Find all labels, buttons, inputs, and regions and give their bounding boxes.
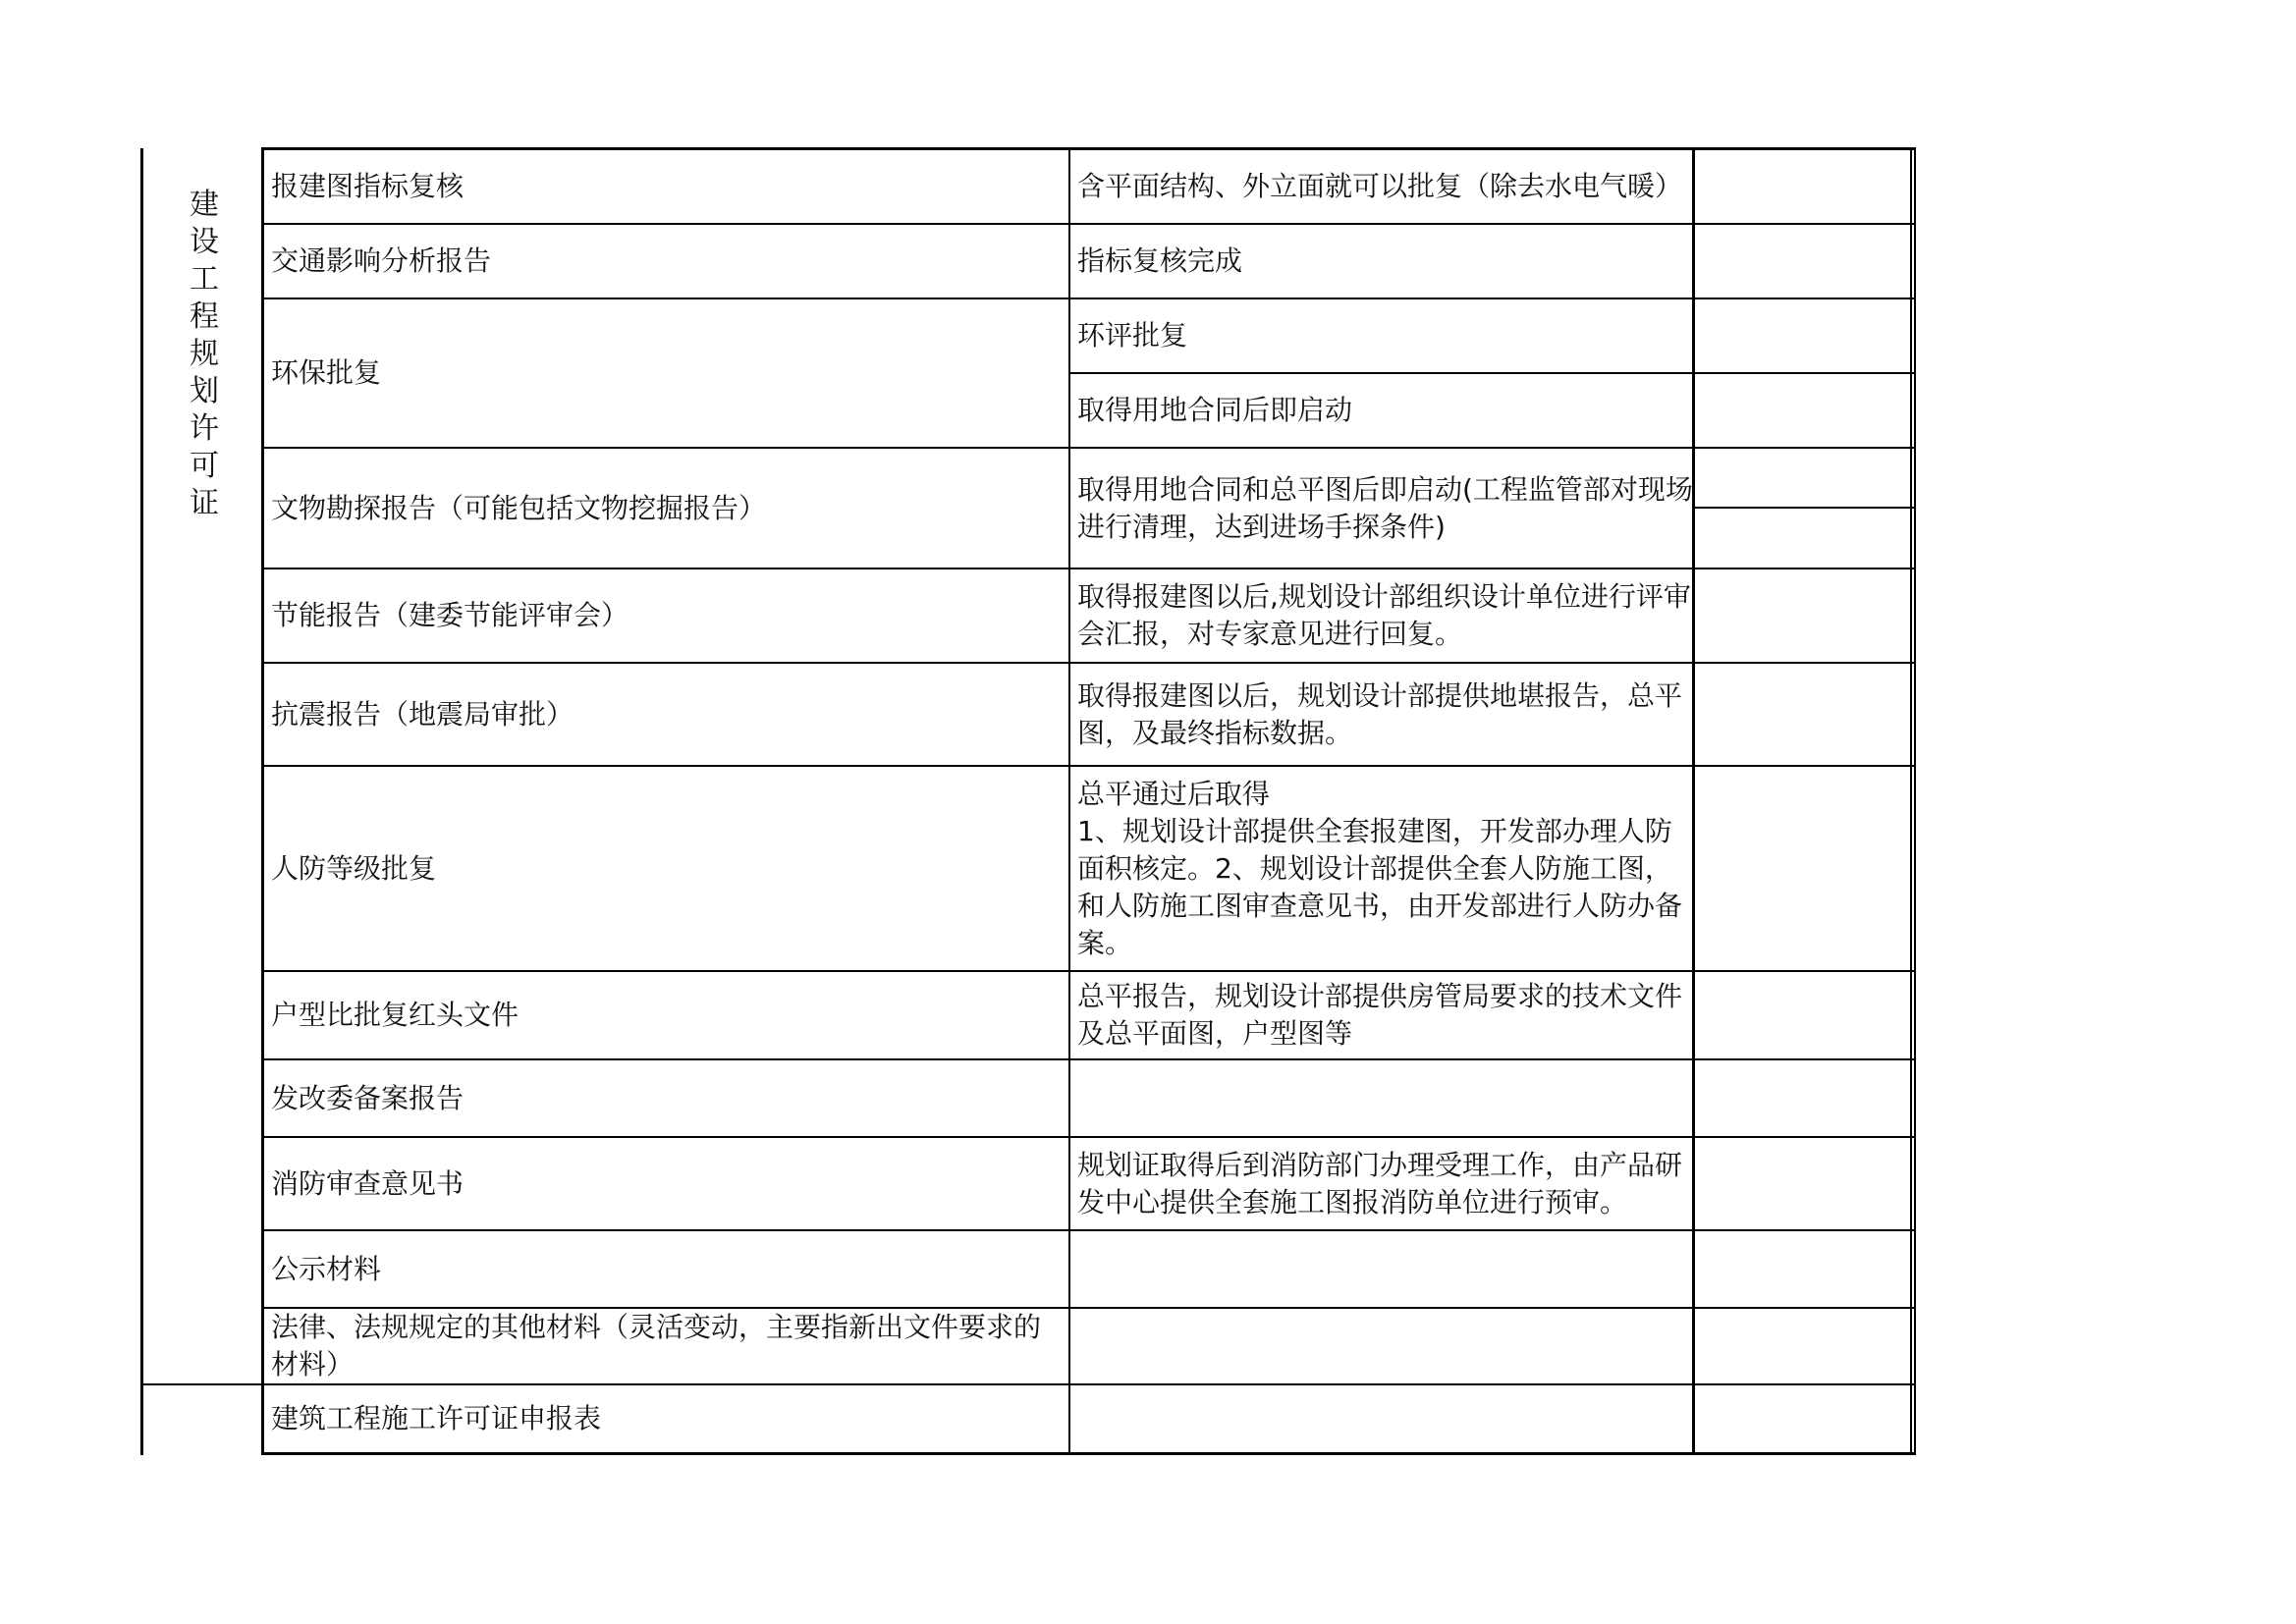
condition-text [1077,677,1682,752]
section-label-char: 证 [190,486,219,520]
condition-text: 取得用地合同后即启动 [1077,394,1353,426]
condition-line: 面积核定。2、规划设计部提供全套人防施工图， [1077,851,1672,885]
condition-line: 总平报告，规划设计部提供房管局要求的技术文件 [1077,980,1683,1012]
item-text: 环保批复 [271,356,382,389]
condition-line: 案。 [1077,926,1133,959]
item-cell [263,664,1068,765]
condition-line: 进行清理，达到进场手探条件) [1077,510,1446,543]
table-right-border-outer [1914,148,1916,1455]
item-text: 公示材料 [271,1252,382,1285]
item-text: 人防等级批复 [271,851,437,885]
condition-line: 会汇报，对专家意见进行回复。 [1077,618,1463,650]
condition-cell [1070,225,1692,298]
item-text: 发改委备案报告 [271,1081,465,1114]
condition-text [1077,978,1682,1053]
item-cell [263,1060,1068,1136]
condition-line: 取得用地合同和总平图后即启动(工程监管部对现场 [1077,472,1693,506]
row-line [261,1452,1916,1455]
condition-text: 环评批复 [1077,319,1188,352]
condition-text [1077,776,1682,962]
condition-line: 及总平面图，户型图等 [1077,1017,1353,1050]
condition-text: 含平面结构、外立面就可以批复（除去水电气暖） [1077,169,1683,202]
condition-cell [1070,664,1692,765]
item-text [271,1309,1041,1383]
section-label-char: 程 [190,299,219,334]
condition-text: 指标复核完成 [1077,244,1243,277]
item-text-line: 法律、法规规定的其他材料（灵活变动，主要指新出文件要求的 [271,1311,1042,1343]
item-text-line: 材料） [271,1348,355,1380]
item-cell [263,149,1068,223]
section-label-char: 许 [190,411,219,446]
condition-line: 和人防施工图审查意见书，由开发部进行人防办备 [1077,889,1683,922]
item-text: 文物勘探报告（可能包括文物挖掘报告） [271,491,767,524]
section-label-char: 划 [190,374,219,408]
condition-cell [1070,767,1692,970]
condition-cell [1070,149,1692,223]
section-label-char: 规 [190,337,219,371]
item-cell [263,569,1068,662]
condition-cell [1070,972,1692,1058]
section-divider [140,1383,263,1385]
condition-text [1077,471,1693,546]
condition-cell [1070,374,1692,447]
section-label [185,187,224,522]
item-text: 消防审查意见书 [271,1166,465,1200]
item-cell [263,1309,1068,1383]
condition-text [1077,578,1691,653]
item-cell [263,449,1068,568]
section-label-char: 设 [190,225,219,259]
section-left-border [140,148,143,1455]
item-cell [263,767,1068,970]
item-text: 节能报告（建委节能评审会） [271,599,629,631]
section-label-char: 工 [190,262,219,297]
condition-line: 取得报建图以后,规划设计部组织设计单位进行评审 [1077,580,1691,613]
section-label-char: 建 [190,188,219,222]
table-right-border [1910,148,1912,1455]
condition-cell [1070,1138,1692,1229]
row-subline [1692,507,1916,509]
item-cell [263,1231,1068,1307]
condition-line: 总平通过后取得 [1077,777,1271,810]
item-text: 抗震报告（地震局审批） [271,697,574,731]
condition-cell [1070,569,1692,662]
condition-text [1077,1147,1682,1221]
item-text: 报建图指标复核 [271,169,465,202]
item-text: 交通影响分析报告 [271,244,492,277]
condition-line: 规划证取得后到消防部门办理受理工作，由产品研 [1077,1148,1683,1181]
section-label-char: 可 [190,449,219,483]
item-cell [263,1385,1068,1452]
item-cell [263,225,1068,298]
condition-line: 图，及最终指标数据。 [1077,716,1353,749]
item-text: 建筑工程施工许可证申报表 [271,1402,602,1435]
item-cell [263,1138,1068,1229]
condition-cell [1070,299,1692,372]
item-cell [263,972,1068,1058]
item-cell [263,299,1068,447]
item-text: 户型比批复红头文件 [271,999,519,1031]
column-divider-2 [1692,148,1695,1455]
condition-line: 取得报建图以后，规划设计部提供地堪报告，总平 [1077,678,1683,712]
condition-cell [1070,449,1692,568]
condition-line: 发中心提供全套施工图报消防单位进行预审。 [1077,1185,1628,1218]
condition-line: 1、规划设计部提供全套报建图，开发部办理人防 [1077,814,1672,847]
